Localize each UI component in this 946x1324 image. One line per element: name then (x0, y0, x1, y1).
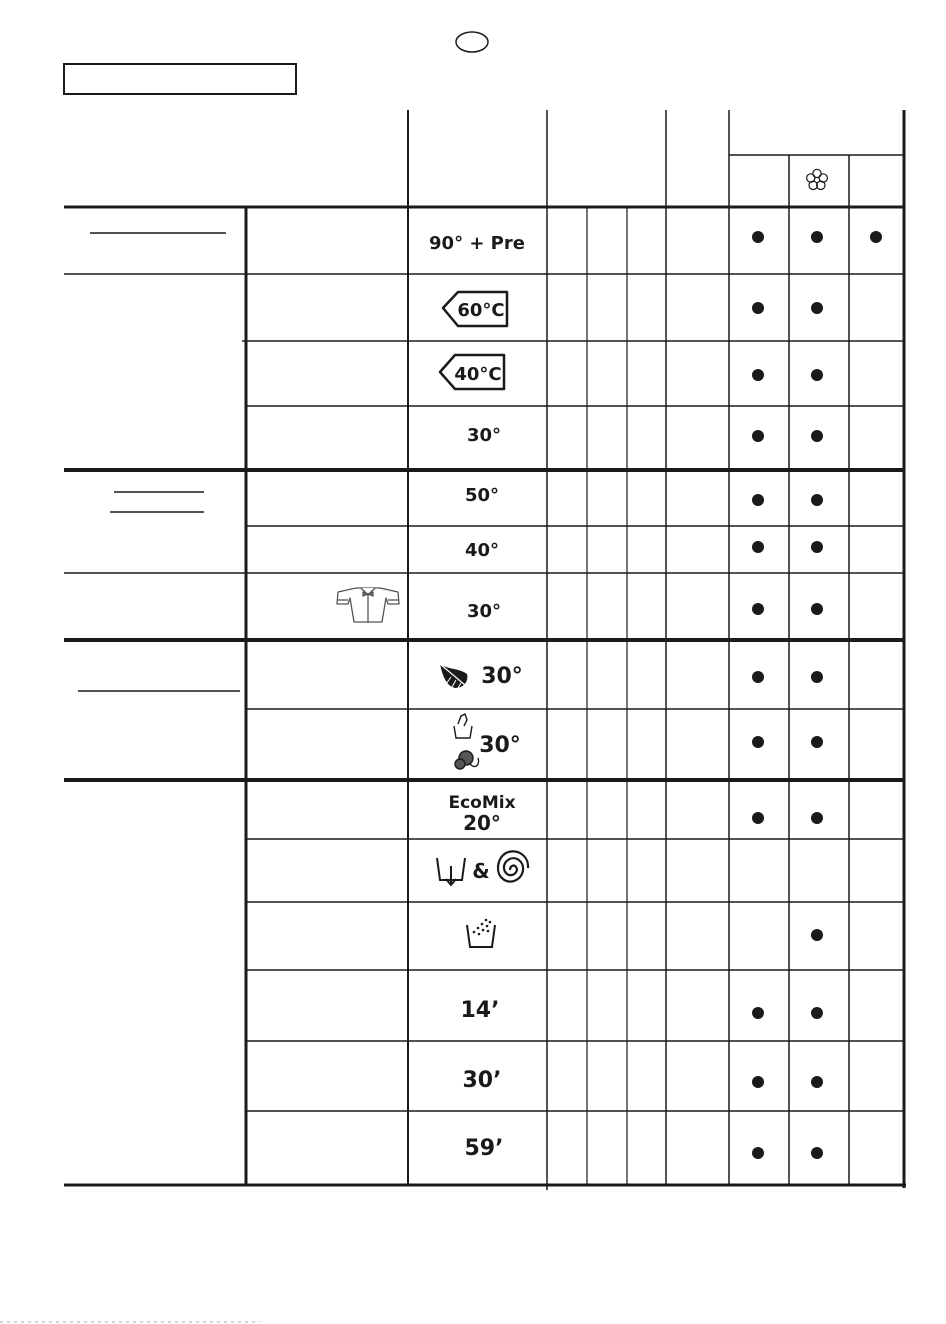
temp-label: 90° + Pre (429, 233, 525, 254)
rinse-icon (467, 919, 495, 947)
dosage-dot (752, 812, 764, 824)
temp-label-secondary: 20° (463, 811, 501, 835)
label-tag-icon (440, 355, 504, 389)
dosage-dot (811, 736, 823, 748)
dosage-dot (752, 671, 764, 683)
dosage-dot (752, 1007, 764, 1019)
temp-cells (429, 233, 528, 1161)
drain-spin-icon (498, 851, 528, 881)
temp-label: 30° (481, 664, 523, 689)
dosage-dot (811, 1076, 823, 1088)
title-box (64, 64, 296, 94)
group-label-underlines (78, 233, 246, 691)
dosage-dot (811, 541, 823, 553)
dosage-dot (870, 231, 882, 243)
temp-label: 30° (466, 425, 502, 446)
temp-label: 40° (464, 540, 500, 561)
temp-label: & (472, 859, 490, 883)
dosage-dot (752, 494, 764, 506)
dosage-dot (752, 231, 764, 243)
dosage-dot (752, 1147, 764, 1159)
temp-label: 40°C (454, 364, 502, 385)
dosage-dots (752, 231, 882, 1159)
temp-label: 30° (466, 601, 502, 622)
dosage-dot (811, 603, 823, 615)
flower-icon (807, 169, 828, 189)
dosage-dot (752, 603, 764, 615)
temp-label: 14’ (460, 998, 500, 1023)
dosage-dot (811, 812, 823, 824)
dosage-dot (811, 494, 823, 506)
dosage-dot (811, 1007, 823, 1019)
vertical-grid (246, 110, 904, 1190)
handwash-wool-icon (454, 714, 479, 769)
dosage-dot (811, 1147, 823, 1159)
temp-label: EcoMix (448, 793, 516, 813)
temp-label: 30° (479, 733, 521, 758)
language-circle (456, 32, 488, 52)
dosage-dot (752, 541, 764, 553)
dosage-dot (752, 302, 764, 314)
dosage-dot (811, 369, 823, 381)
dosage-dot (811, 671, 823, 683)
dosage-dot (752, 430, 764, 442)
dosage-dot (752, 736, 764, 748)
dosage-dot (752, 1076, 764, 1088)
shirt-icon (337, 588, 399, 622)
temp-label: 60°C (457, 300, 505, 321)
dosage-dot (811, 929, 823, 941)
temp-label: 50° (464, 485, 500, 506)
dosage-dot (752, 369, 764, 381)
dosage-dot (811, 430, 823, 442)
dosage-dot (811, 302, 823, 314)
dosage-dot (811, 231, 823, 243)
label-tag-icon (443, 292, 507, 326)
drain-icon (437, 858, 465, 885)
temp-label: 59’ (464, 1136, 504, 1161)
temp-label: 30’ (462, 1068, 502, 1093)
feather-icon (440, 664, 467, 688)
